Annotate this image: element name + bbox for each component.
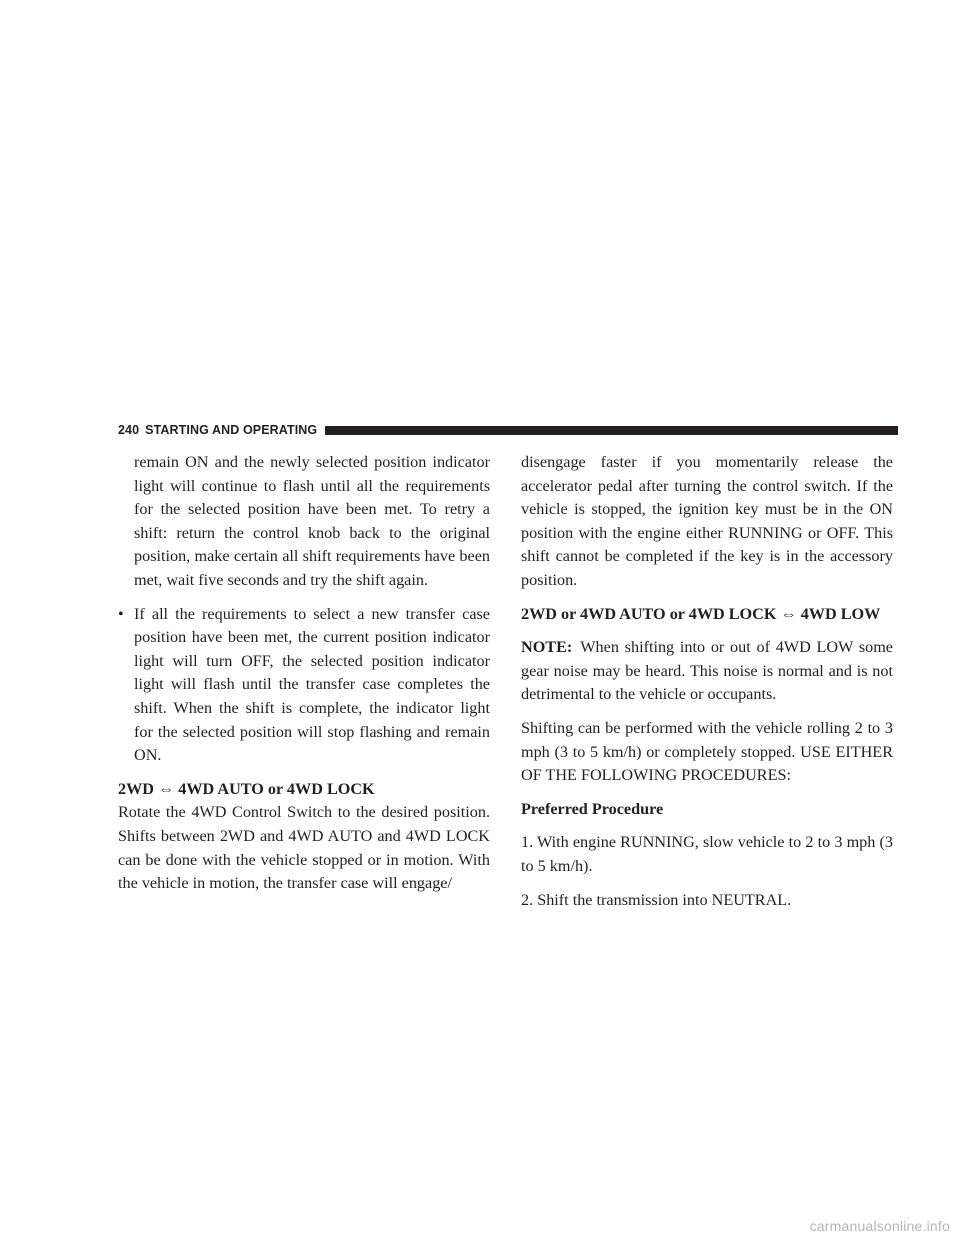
left-column	[118, 451, 490, 906]
disengage-paragraph: disengage faster if you momentarily release the accelerator pedal after turning the control switch. If the vehicle is stopped, the ignition key must be in the ON position with the engine either RUNNING or OFF. This shift cannot be completed if the key is in the accessory position.	[521, 453, 893, 589]
continued-paragraph: remain ON and the newly selected position indicator light will continue to flash until all the requirements for the selected position have been met. To retry a shift: return the control knob back to the original position, make certain all shift requirements have been met, wait five seconds and try the shift again.	[134, 453, 490, 589]
page-number: 240	[118, 423, 140, 437]
heading-preferred-procedure: Preferred Procedure	[521, 799, 664, 818]
step-2: 2. Shift the transmission into NEUTRAL.	[521, 890, 792, 909]
bullet-text: If all the requirements to select a new transfer case position have been met, the current position indicator light will turn OFF, the selected position indicator light will flash until the transfer case completes the shift. When the shift is complete, the indicator light for the selected position will stop flashing and remain ON.	[134, 604, 490, 765]
heading-4wd-low: 2WD or 4WD AUTO or 4WD LOCK ⇔ 4WD LOW	[521, 604, 881, 623]
bullet-icon: •	[118, 604, 124, 623]
step-1: 1. With engine RUNNING, slow vehicle to 2 to 3 mph (3 to 5 km/h).	[521, 833, 893, 875]
heading-2wd-4wd: 2WD ⇔ 4WD AUTO or 4WD LOCK	[118, 779, 375, 798]
note-paragraph	[521, 636, 893, 707]
page-header	[118, 421, 898, 439]
shifting-paragraph: Shifting can be performed with the vehicle rolling 2 to 3 mph (3 to 5 km/h) or completely stopped. USE EITHER OF THE FOLLOWING PROCEDURES:	[521, 718, 893, 785]
section-title: STARTING AND OPERATING	[145, 423, 318, 437]
right-column	[521, 451, 893, 922]
watermark-logo: carmanualsonline.info	[809, 1218, 950, 1234]
bullet-item	[118, 603, 490, 768]
header-rule	[325, 426, 898, 435]
note-label: NOTE:	[521, 638, 573, 657]
note-text: When shifting into or out of 4WD LOW some gear noise may be heard. This noise is normal and is not detrimental to the vehicle or occupants.	[521, 638, 893, 704]
rotate-paragraph: Rotate the 4WD Control Switch to the desired position. Shifts between 2WD and 4WD AUTO and 4WD LOCK can be done with the vehicle stopped or in motion. With the vehicle in motion, the transfer case will engage/	[118, 803, 490, 893]
